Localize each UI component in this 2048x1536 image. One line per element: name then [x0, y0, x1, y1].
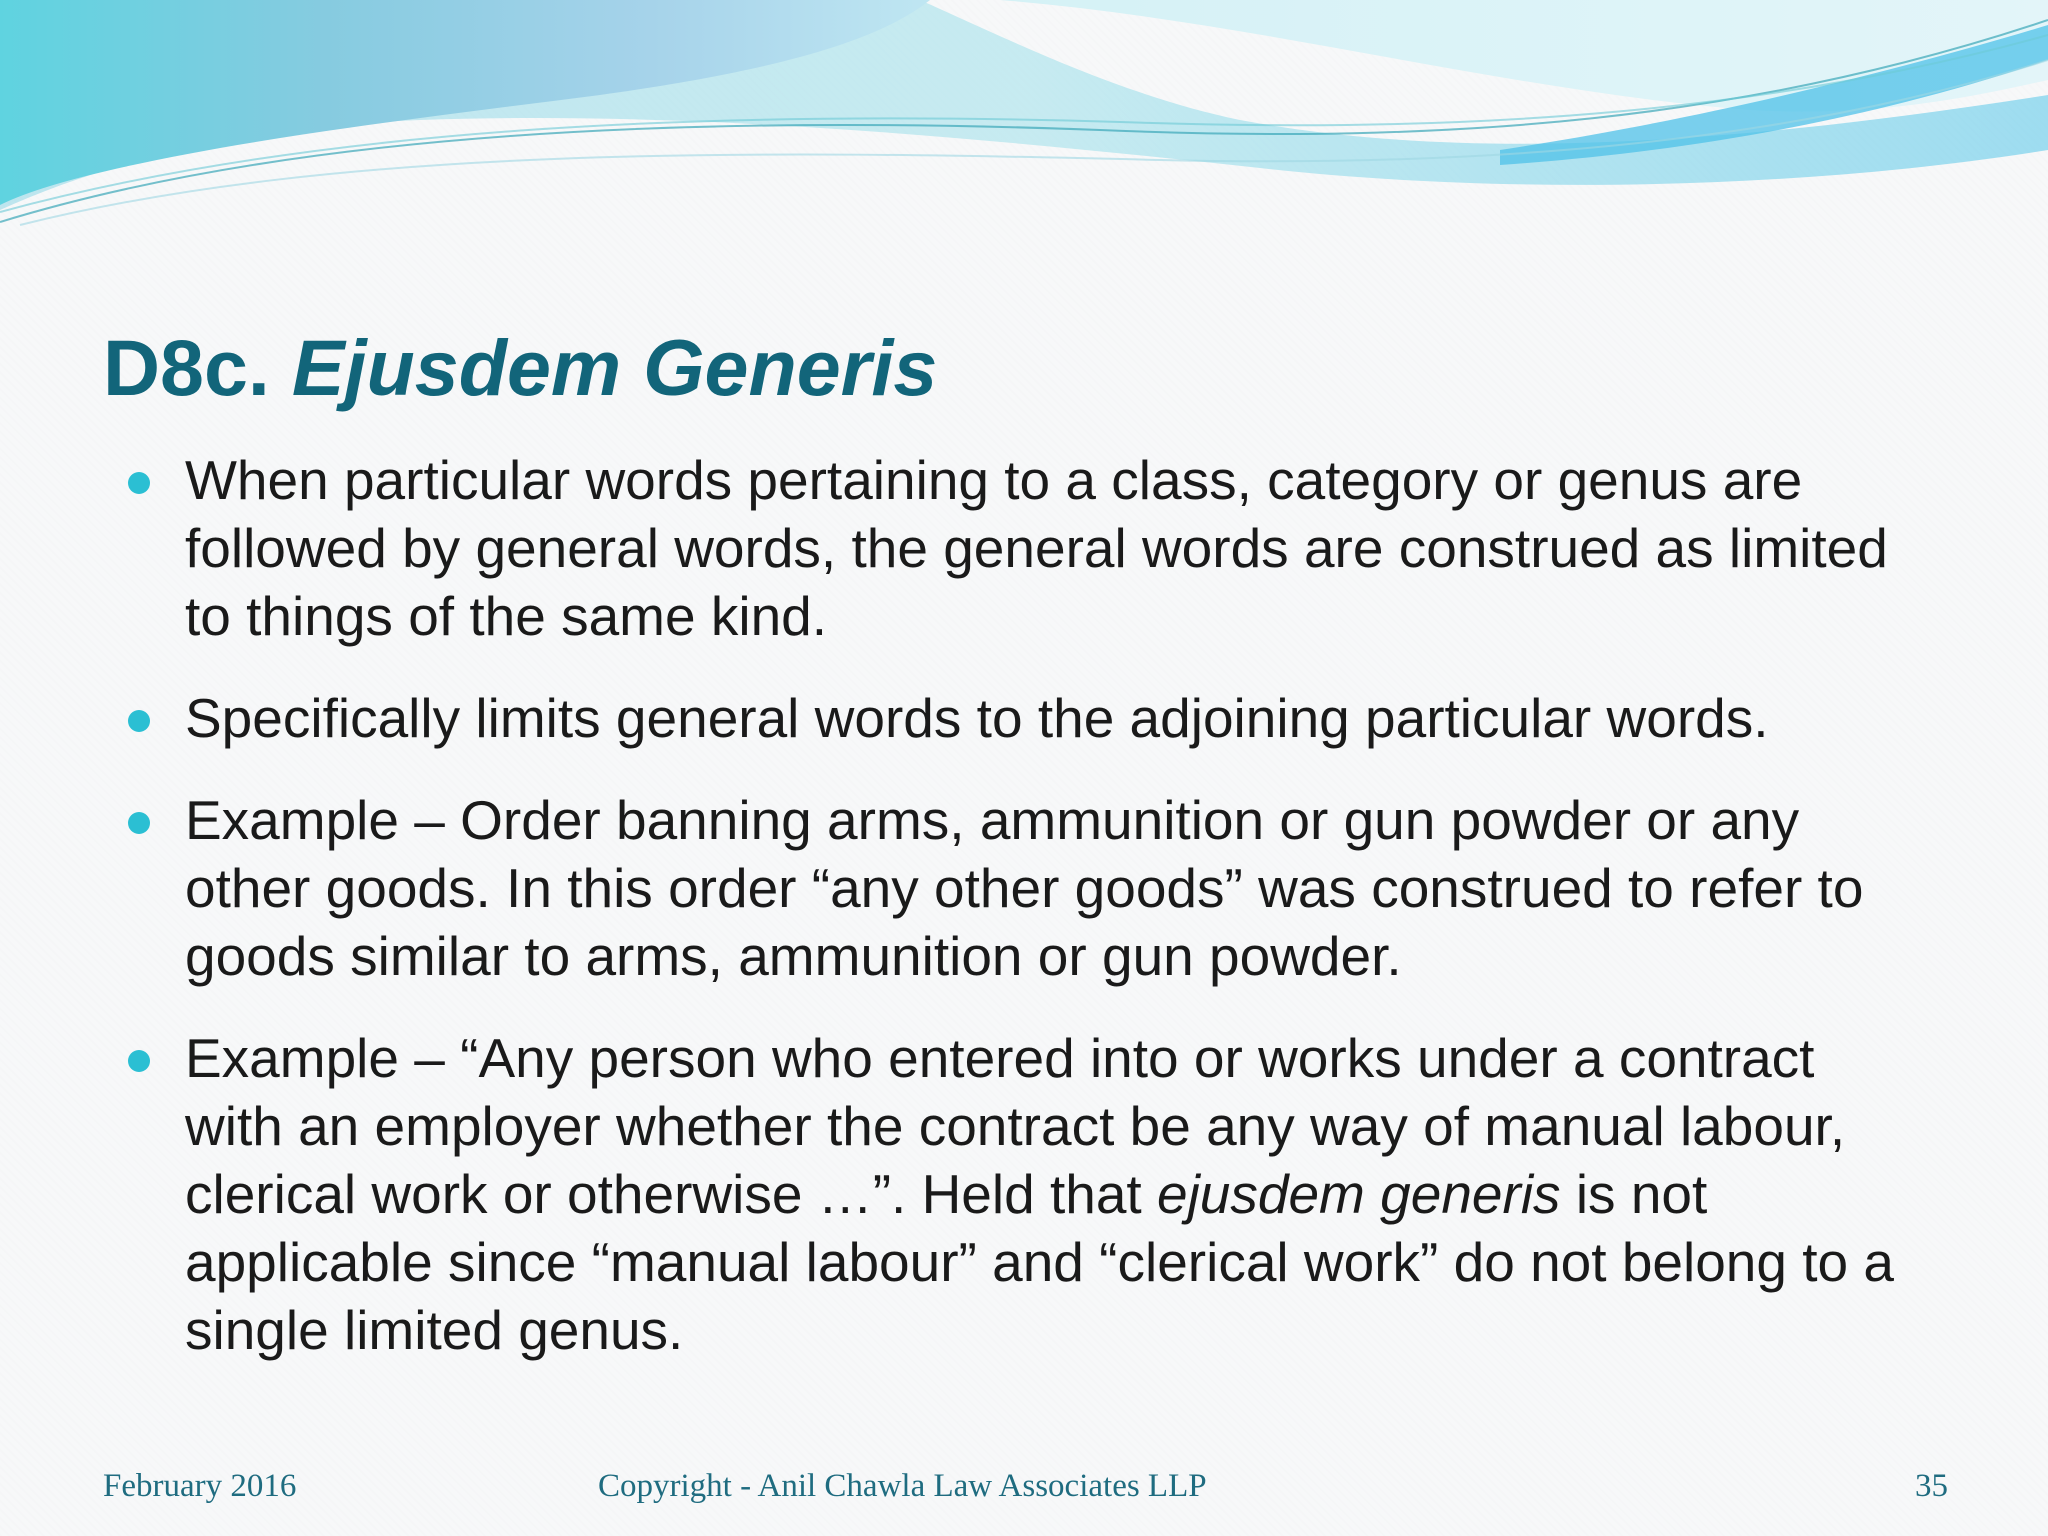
- bullet-text-after: is not applicable since “manual labour” and “clerical work” do not belong to a single limited genus.: [185, 1163, 1895, 1361]
- footer-copyright: Copyright - Anil Chawla Law Associates LLP: [598, 1468, 1207, 1504]
- bullet-dot-icon: [128, 710, 150, 732]
- bullet-text: Specifically limits general words to the adjoining particular words.: [185, 687, 1769, 749]
- bullet-item: [120, 786, 1920, 990]
- bullet-item: [120, 684, 1920, 752]
- bullet-dot-icon: [128, 472, 150, 494]
- bullet-text-before: Example – “Any person who entered into or works under a contract with an employer whether the contract be any way of manual labour, clerical work or otherwise …”. Held that: [185, 1027, 1846, 1225]
- header-wave-decoration: [0, 0, 2048, 240]
- bullet-item: [120, 446, 1920, 650]
- bullet-text: Example – Order banning arms, ammunition or gun powder or any other goods. In this order “any other goods” was construed to refer to goods similar to arms, ammunition or gun powder.: [185, 789, 1864, 987]
- footer-date: February 2016: [103, 1468, 297, 1504]
- bullet-dot-icon: [128, 1050, 150, 1072]
- bullet-list: [120, 446, 1920, 1398]
- title-italic-term: Ejusdem Generis: [291, 323, 938, 412]
- bullet-text-italic: ejusdem generis: [1156, 1163, 1561, 1225]
- bullet-text: When particular words pertaining to a class, category or genus are followed by general words, the general words are construed as limited to things of the same kind.: [185, 449, 1888, 647]
- bullet-dot-icon: [128, 812, 150, 834]
- bullet-item: [120, 1024, 1920, 1364]
- footer-page-number: 35: [1915, 1468, 1948, 1504]
- title-prefix: D8c.: [103, 323, 270, 412]
- slide-title: [103, 318, 937, 418]
- bullet-text: [185, 1024, 1920, 1364]
